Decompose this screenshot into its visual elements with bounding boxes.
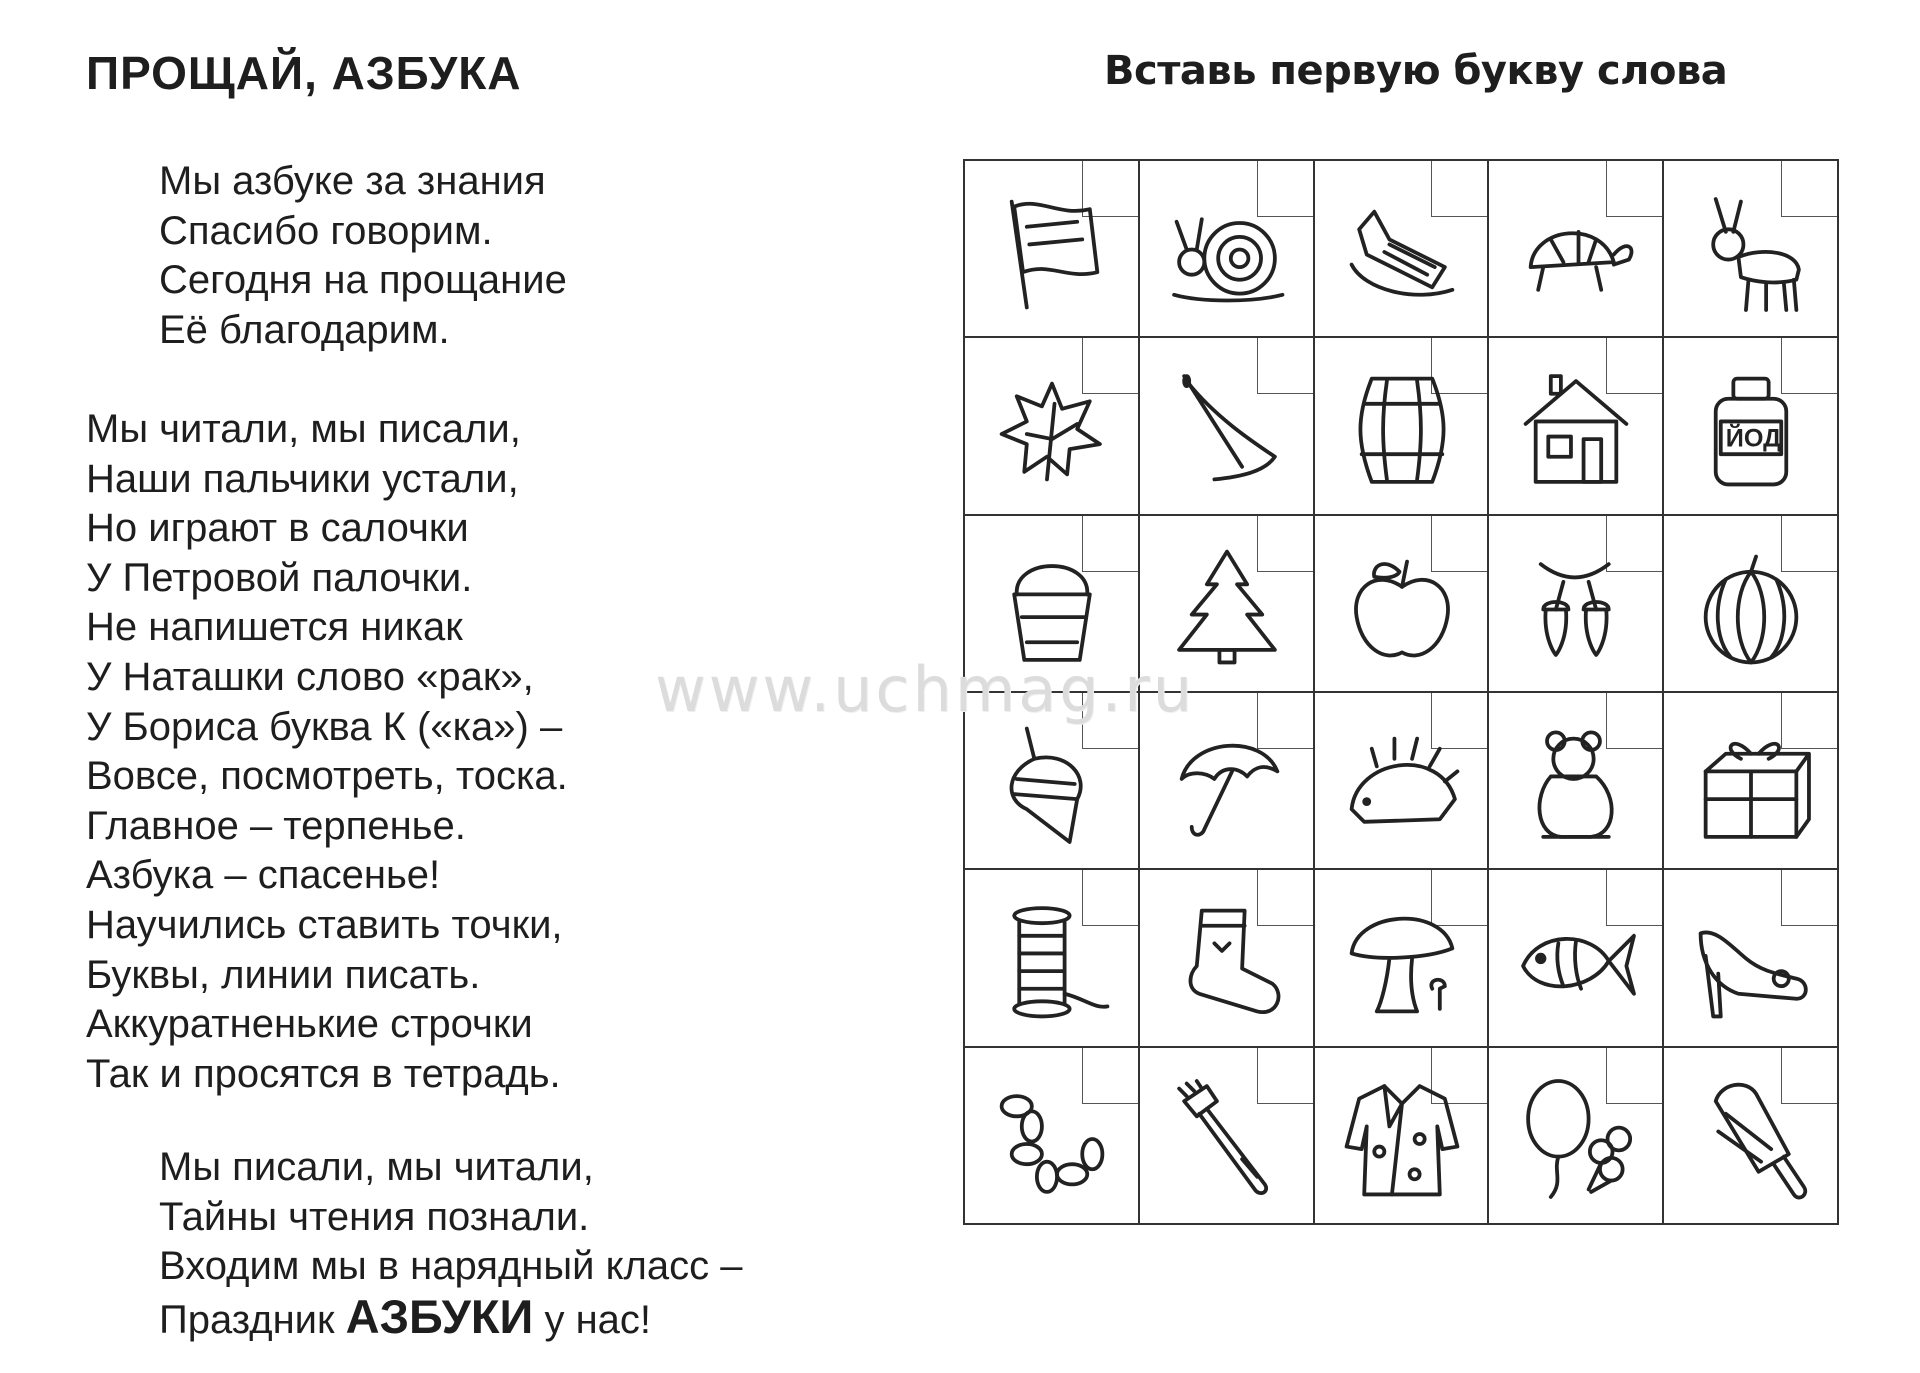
- poem-title: ПРОЩАЙ, АЗБУКА: [86, 47, 522, 99]
- grid-cell[interactable]: [1140, 161, 1315, 338]
- last-line-end: у нас!: [533, 1297, 652, 1342]
- grid-cell[interactable]: [1489, 1048, 1664, 1225]
- grid-cell[interactable]: [1315, 693, 1490, 870]
- poem-line: Не напишется никак: [86, 605, 463, 650]
- toothbrush-icon: [1164, 1076, 1290, 1202]
- shoe-icon: [1688, 898, 1814, 1024]
- watermelon-icon: [1688, 544, 1814, 670]
- mushroom-icon: [1339, 898, 1465, 1024]
- donkey-icon: [1688, 189, 1814, 315]
- grid-cell[interactable]: [1489, 161, 1664, 338]
- house-icon: [1513, 366, 1639, 492]
- grid-cell[interactable]: [1664, 870, 1839, 1047]
- task-title: Вставь первую букву слова: [1104, 48, 1728, 94]
- sled-icon: [1339, 189, 1465, 315]
- jar-label: ЙОД: [1725, 424, 1782, 453]
- grid-cell[interactable]: [965, 1048, 1140, 1225]
- watermark: www.uchmag.ru: [655, 653, 1196, 726]
- grid-cell[interactable]: [1664, 161, 1839, 338]
- robe-icon: [1339, 1076, 1465, 1202]
- poem-line: Мы азбуке за знания: [159, 159, 546, 203]
- poem-line: Мы писали, мы читали,: [159, 1145, 594, 1189]
- grid-cell[interactable]: [965, 516, 1140, 693]
- stanza-1: [159, 157, 567, 355]
- poem-line: Её благодарим.: [159, 307, 450, 352]
- apple-icon: [1339, 544, 1465, 670]
- poem-line: Спасибо говорим.: [159, 208, 493, 253]
- poem-line: У Петровой палочки.: [86, 555, 473, 600]
- bucket-icon: [989, 544, 1115, 670]
- bear-icon: [1513, 721, 1639, 847]
- turtle-icon: [1513, 189, 1639, 315]
- poem-last-line: [159, 1289, 743, 1346]
- grid-cell[interactable]: [1315, 516, 1490, 693]
- stanza-2: [86, 405, 568, 1099]
- poem-line: Входим мы в нарядный класс –: [159, 1244, 743, 1289]
- barrel-icon: [1339, 366, 1465, 492]
- poem-line: Вовсе, посмотреть, тоска.: [86, 754, 568, 799]
- grid-cell[interactable]: [1315, 338, 1490, 515]
- chain-icon: [989, 1076, 1115, 1202]
- poem-line: Главное – терпенье.: [86, 803, 466, 848]
- poem-line: Так и просятся в тетрадь.: [86, 1051, 561, 1096]
- poem-line: Аккуратненькие строчки: [86, 1002, 533, 1047]
- grid-cell[interactable]: [1315, 870, 1490, 1047]
- poem-line: Сегодня на прощание: [159, 258, 567, 303]
- grid-cell[interactable]: [1489, 693, 1664, 870]
- grid-cell[interactable]: [1140, 870, 1315, 1047]
- poem-line: Мы читали, мы писали,: [86, 407, 521, 451]
- grid-cell[interactable]: [1315, 161, 1490, 338]
- grid-cell[interactable]: [1489, 516, 1664, 693]
- balloon-icon: [1513, 1076, 1639, 1202]
- poem-line: Азбука – спасенье!: [86, 853, 441, 898]
- snail-icon: [1164, 189, 1290, 315]
- grid-cell[interactable]: [1140, 1048, 1315, 1225]
- needle-icon: [1164, 366, 1290, 492]
- grid-cell[interactable]: [965, 870, 1140, 1047]
- grid-cell[interactable]: [1489, 870, 1664, 1047]
- iodine-jar-icon: [1688, 366, 1814, 492]
- grid-cell[interactable]: [1315, 1048, 1490, 1225]
- grid-cell[interactable]: [1664, 693, 1839, 870]
- poem-line: У Наташки слово «рак»,: [86, 654, 534, 699]
- letter-grid: [963, 159, 1839, 1225]
- grid-cell[interactable]: [965, 338, 1140, 515]
- azbuka-emphasis: АЗБУКИ: [345, 1289, 534, 1343]
- hedgehog-icon: [1339, 721, 1465, 847]
- grid-cell[interactable]: [1140, 693, 1315, 870]
- grid-cell[interactable]: [1489, 338, 1664, 515]
- grid-cell[interactable]: [1140, 516, 1315, 693]
- grid-cell[interactable]: [965, 161, 1140, 338]
- poem-line: Наши пальчики устали,: [86, 456, 519, 501]
- fish-icon: [1513, 898, 1639, 1024]
- grid-cell[interactable]: [965, 693, 1140, 870]
- sock-icon: [1164, 898, 1290, 1024]
- poem-line: Научились ставить точки,: [86, 902, 563, 947]
- grid-cell[interactable]: [1140, 338, 1315, 515]
- grid-cell[interactable]: [1664, 516, 1839, 693]
- poem-line: Тайны чтения познали.: [159, 1194, 590, 1239]
- gift-box-icon: [1688, 721, 1814, 847]
- grid-cell[interactable]: [1664, 1048, 1839, 1225]
- ice-cream-icon: [1688, 1076, 1814, 1202]
- grid-cell[interactable]: [1664, 338, 1839, 515]
- stanza-3: [159, 1143, 743, 1345]
- fir-tree-icon: [1164, 544, 1290, 670]
- spinning-top-icon: [989, 721, 1115, 847]
- leaf-icon: [989, 366, 1115, 492]
- poem-line: Буквы, линии писать.: [86, 952, 481, 997]
- last-line-start: Праздник: [159, 1297, 346, 1342]
- umbrella-icon: [1164, 721, 1290, 847]
- poem-line: Но играют в салочки: [86, 506, 469, 551]
- acorn-icon: [1513, 544, 1639, 670]
- poem-line: У Бориса буква К («ка») –: [86, 704, 563, 749]
- flag-icon: [989, 189, 1115, 315]
- thread-spool-icon: [989, 898, 1115, 1024]
